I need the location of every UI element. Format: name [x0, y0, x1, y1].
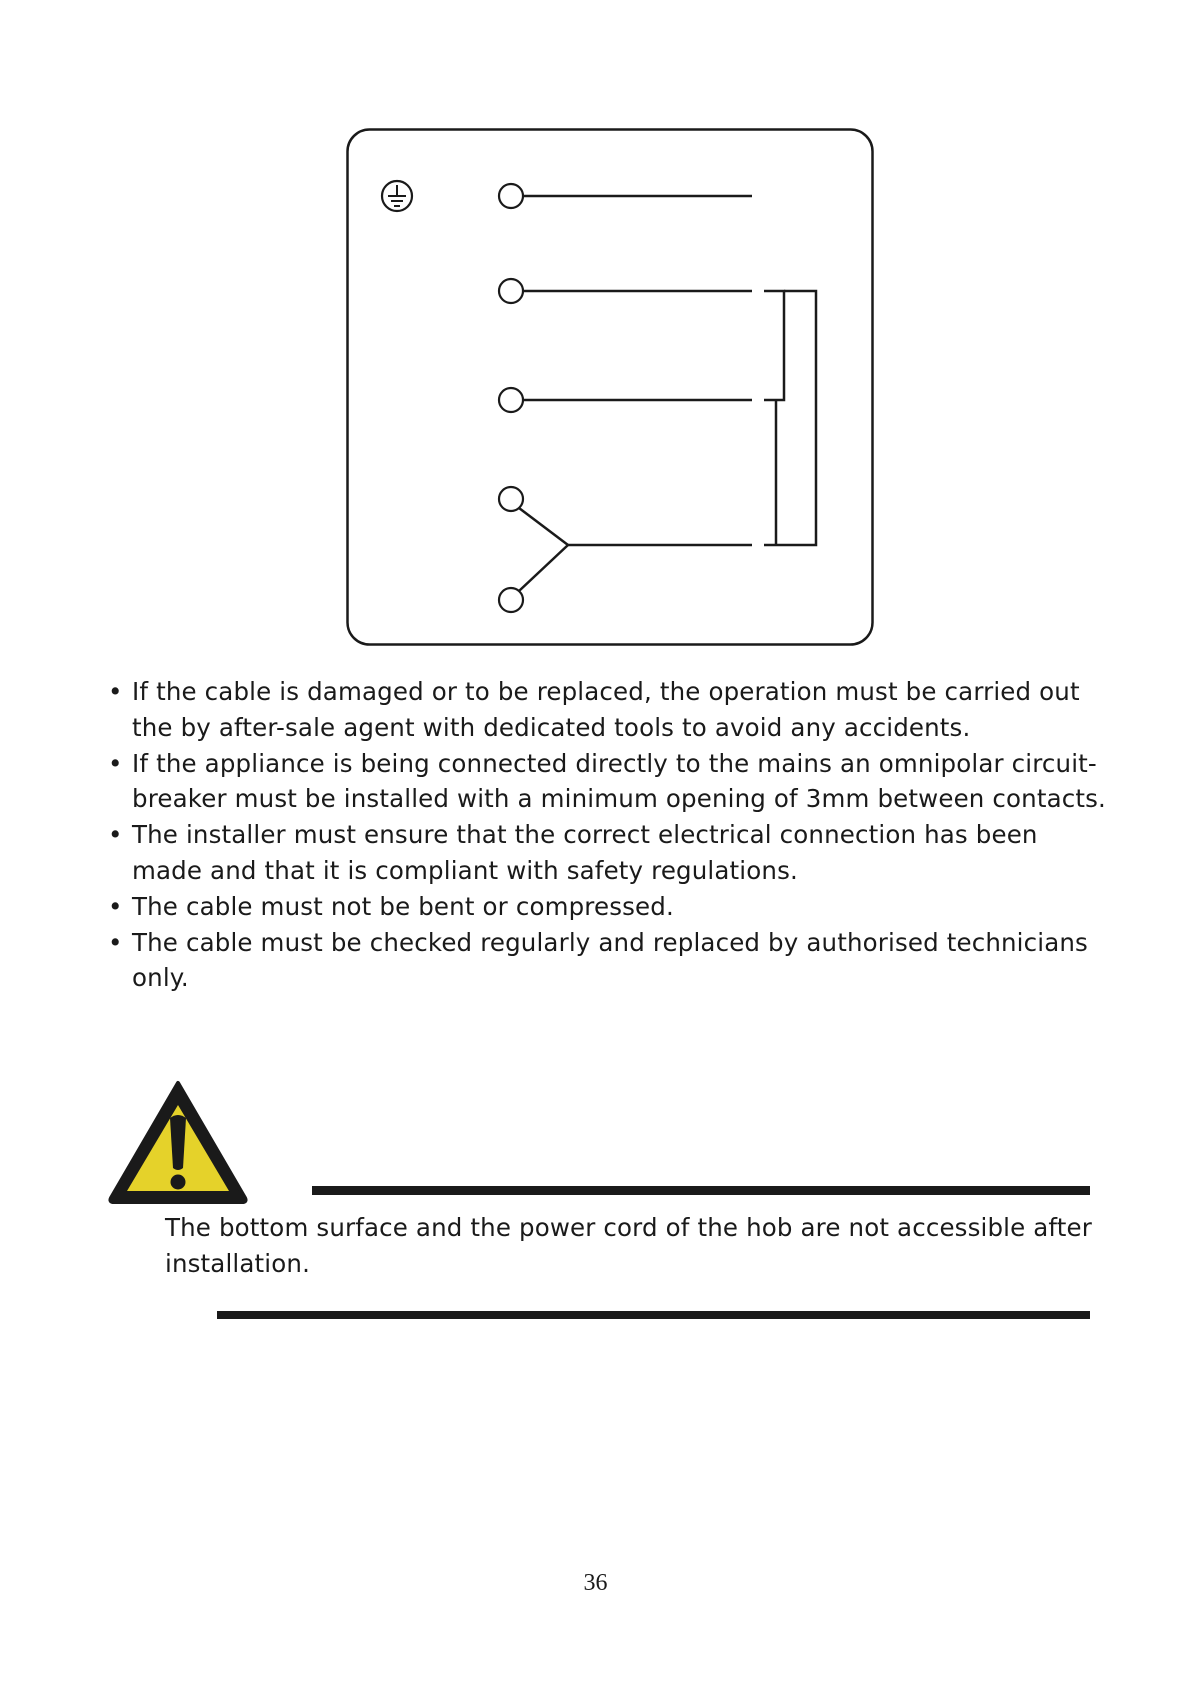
list-item-text: The installer must ensure that the correct electrical connection has been made and that it is compliant with safety regulations.	[132, 820, 1038, 885]
list-item	[108, 925, 1108, 997]
list-item-text: If the cable is damaged or to be replaced, the operation must be carried out the by after-sale agent with dedicated tools to avoid any accidents.	[132, 677, 1080, 742]
bullet-marker: •	[108, 820, 123, 850]
list-item-text: If the appliance is being connected directly to the mains an omnipolar circuit-breaker must be installed with a minimum opening of 3mm between contacts.	[132, 748, 1106, 814]
earth-ground-icon	[382, 181, 412, 211]
wiring-diagram	[346, 128, 876, 648]
list-item-text: The cable must not be bent or compressed.	[132, 891, 674, 921]
list-item	[108, 674, 1108, 746]
warning-rule-top	[312, 1186, 1090, 1195]
safety-instructions-list	[108, 674, 1108, 996]
warning-rule-bottom	[217, 1311, 1090, 1319]
terminal-1	[499, 184, 752, 208]
bullet-marker: •	[108, 677, 123, 706]
page-number: 36	[583, 1570, 608, 1596]
bullet-marker: •	[108, 927, 123, 957]
list-item	[108, 889, 1108, 925]
list-item	[108, 746, 1108, 818]
list-item-text: The cable must be checked regularly and replaced by authorised technicians only.	[132, 927, 1088, 993]
warning-text: The bottom surface and the power cord of the hob are not accessible after installation.	[165, 1213, 1092, 1278]
bridge-links	[764, 291, 816, 545]
bullet-marker: •	[108, 891, 123, 921]
bullet-marker: •	[108, 748, 123, 778]
terminal-4-5-junction	[499, 487, 752, 612]
terminal-2	[499, 279, 752, 303]
terminal-3	[499, 388, 752, 412]
warning-triangle-icon	[106, 1078, 250, 1206]
terminal-box-outline	[348, 130, 873, 645]
list-item	[108, 817, 1108, 889]
